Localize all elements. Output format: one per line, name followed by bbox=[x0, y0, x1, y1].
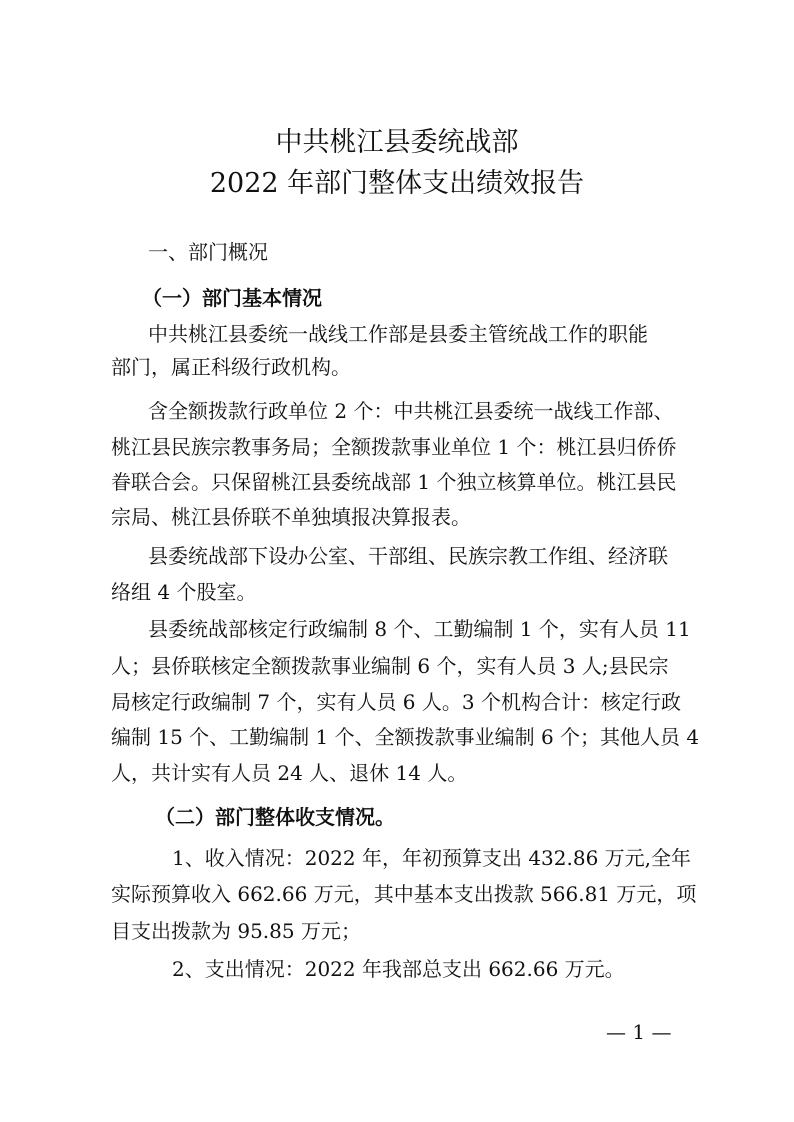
section-heading-1: 一、部门概况 bbox=[148, 240, 268, 264]
paragraph-line: 编制 15 个、工勤编制 1 个、全额拨款事业编制 6 个；其他人员 4 bbox=[111, 725, 700, 749]
document-title-line-2: 2022 年部门整体支出绩效报告 bbox=[209, 168, 585, 199]
paragraph-line: 桃江县民族宗教事务局；全额拨款事业单位 1 个：桃江县归侨侨 bbox=[111, 435, 677, 459]
paragraph-line: 目支出拨款为 95.85 万元； bbox=[111, 919, 361, 943]
paragraph-line: 县委统战部下设办公室、干部组、民族宗教工作组、经济联 bbox=[148, 544, 668, 568]
page-number: — 1 — bbox=[606, 1020, 672, 1044]
paragraph-line: 部门，属正科级行政机构。 bbox=[111, 355, 351, 379]
paragraph-line: 络组 4 个股室。 bbox=[111, 580, 257, 604]
paragraph-line: 县委统战部核定行政编制 8 个、工勤编制 1 个，实有人员 11 bbox=[148, 617, 691, 641]
paragraph-line: 人，共计实有人员 24 人、退休 14 人。 bbox=[111, 761, 468, 785]
paragraph-line: 2、支出情况：2022 年我部总支出 662.66 万元。 bbox=[172, 957, 625, 981]
paragraph-line: 实际预算收入 662.66 万元，其中基本支出拨款 566.81 万元，项 bbox=[111, 882, 697, 906]
paragraph-line: 1、收入情况：2022 年，年初预算支出 432.86 万元,全年 bbox=[172, 846, 692, 870]
document-title-line-1: 中共桃江县委统战部 bbox=[275, 127, 519, 158]
paragraph-line: 宗局、桃江县侨联不单独填报决算报表。 bbox=[111, 505, 471, 529]
subsection-heading-1: （一）部门基本情况 bbox=[142, 286, 322, 310]
paragraph-line: 局核定行政编制 7 个，实有人员 6 人。3 个机构合计：核定行政 bbox=[111, 690, 681, 714]
paragraph-line: 含全额拨款行政单位 2 个：中共桃江县委统一战线工作部、 bbox=[148, 399, 674, 423]
paragraph-line: 人；县侨联核定全额拨款事业编制 6 个，实有人员 3 人;县民宗 bbox=[111, 654, 669, 678]
paragraph-line: 眷联合会。只保留桃江县委统战部 1 个独立核算单位。桃江县民 bbox=[111, 470, 677, 494]
paragraph-line: 中共桃江县委统一战线工作部是县委主管统战工作的职能 bbox=[148, 322, 648, 346]
subsection-heading-2: （二）部门整体收支情况。 bbox=[155, 805, 395, 829]
